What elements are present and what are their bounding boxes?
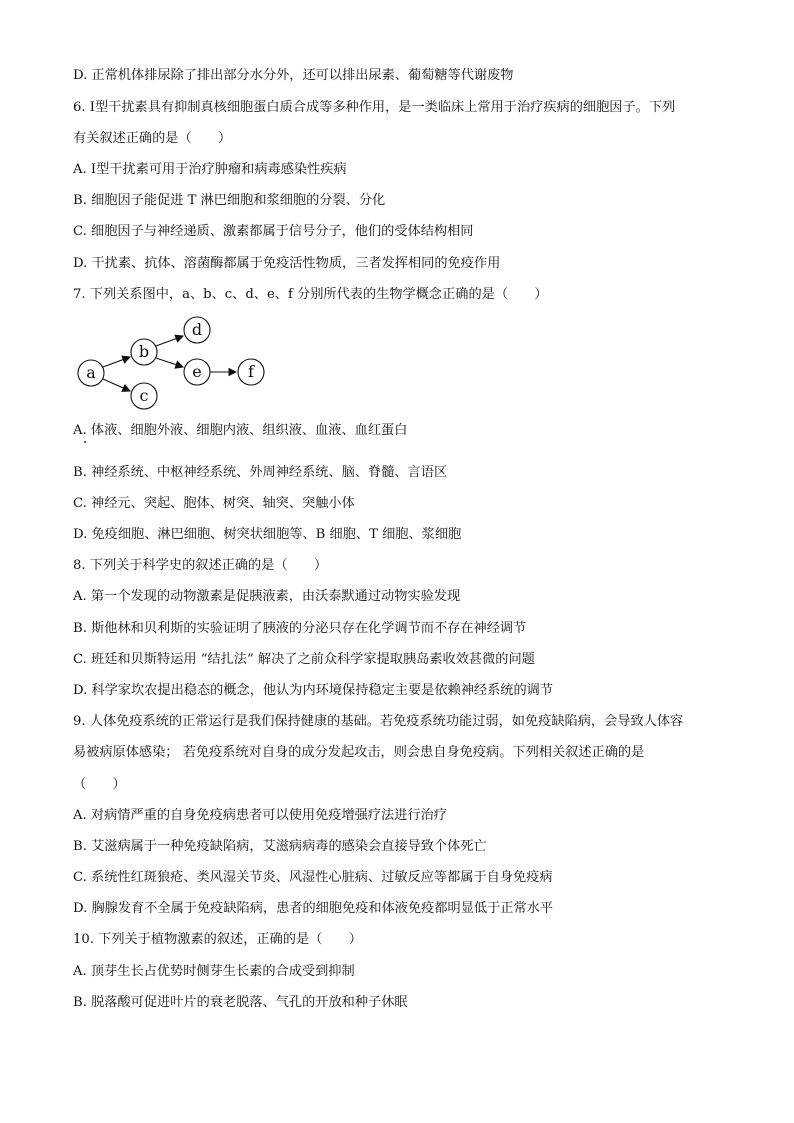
- concept-diagram: [70, 314, 270, 414]
- arrow-b-d: [156, 336, 183, 346]
- arrow-a-c: [103, 379, 130, 391]
- node-d-label: d: [191, 320, 203, 339]
- q8-option-b: B. 斯他林和贝利斯的实验证明了胰液的分泌只存在化学调节而不存在神经调节: [73, 621, 527, 636]
- q7-option-b: B. 神经系统、中枢神经系统、外周神经系统、脑、脊髓、言语区: [73, 465, 448, 480]
- q7-option-d: D. 免疫细胞、淋巴细胞、树突状细胞等、B 细胞、T 细胞、浆细胞: [73, 527, 462, 542]
- node-b-label: b: [138, 342, 150, 361]
- q8-stem: 8. 下列关于科学史的叙述正确的是（ ）: [73, 558, 328, 573]
- node-f-label: f: [248, 362, 254, 381]
- arrow-a-b: [103, 357, 130, 367]
- q5-option-d: D. 正常机体排尿除了排出部分水分外，还可以排出尿素、葡萄糖等代谢废物: [73, 68, 514, 83]
- q6-stem-line2: 有关叙述正确的是（ ）: [73, 131, 232, 146]
- q8-option-c: C. 班廷和贝斯特运用 “结扎法” 解决了之前众科学家提取胰岛素收效甚微的问题: [73, 652, 535, 667]
- q7-option-c: C. 神经元、突起、胞体、树突、轴突、突触小体: [73, 496, 355, 511]
- q8-option-d: D. 科学家坎农提出稳态的概念，他认为内环境保持稳定主要是依赖神经系统的调节: [73, 683, 554, 698]
- q6-option-a: A. Ⅰ型干扰素可用于治疗肿瘤和病毒感染性疾病: [73, 162, 347, 177]
- node-c-label: c: [139, 386, 149, 405]
- node-a-label: a: [86, 363, 96, 382]
- q7-option-a: A. 体液、细胞外液、细胞内液、组织液、血液、血红蛋白: [73, 423, 408, 438]
- stray-dot: [84, 441, 86, 443]
- q6-option-b: B. 细胞因子能促进 T 淋巴细胞和浆细胞的分裂、分化: [73, 193, 386, 208]
- q7-stem: 7. 下列关系图中，a、b、c、d、e、f 分别所代表的生物学概念正确的是（ ）: [73, 287, 548, 302]
- q6-option-c: C. 细胞因子与神经递质、激素都属于信号分子，他们的受体结构相同: [73, 224, 474, 239]
- q8-option-a: A. 第一个发现的动物激素是促胰液素，由沃泰默通过动物实验发现: [73, 589, 461, 604]
- node-e-label: e: [192, 362, 202, 381]
- q10-option-a: A. 顶芽生长占优势时侧芽生长素的合成受到抑制: [73, 964, 355, 979]
- q6-option-d: D. 干扰素、抗体、溶菌酶都属于免疫活性物质，三者发挥相同的免疫作用: [73, 256, 501, 271]
- q10-option-b: B. 脱落酸可促进叶片的衰老脱落、气孔的开放和种子休眠: [73, 995, 408, 1010]
- q10-stem: 10. 下列关于植物激素的叙述，正确的是（ ）: [73, 932, 362, 947]
- q9-option-b: B. 艾滋病属于一种免疫缺陷病，艾滋病病毒的感染会直接导致个体死亡: [73, 839, 487, 854]
- q9-stem-line3: （ ）: [73, 777, 126, 792]
- q9-option-a: A. 对病情严重的自身免疫病患者可以使用免疫增强疗法进行治疗: [73, 808, 447, 823]
- q6-stem-line1: 6. Ⅰ型干扰素具有抑制真核细胞蛋白质合成等多种作用，是一类临床上常用于治疗疾病的细胞因子。下列: [73, 100, 676, 115]
- q9-stem-line2: 易被病原体感染； 若免疫系统对自身的成分发起攻击，则会患自身免疫病。下列相关叙述正确的是: [73, 745, 645, 760]
- arrow-b-e: [156, 358, 183, 367]
- q9-option-d: D. 胸腺发育不全属于免疫缺陷病，患者的细胞免疫和体液免疫都明显低于正常水平: [73, 901, 554, 916]
- q9-stem-line1: 9. 人体免疫系统的正常运行是我们保持健康的基础。若免疫系统功能过弱，如免疫缺陷病，会导致人体容: [73, 714, 684, 729]
- q9-option-c: C. 系统性红斑狼疮、类风湿关节炎、风湿性心脏病、过敏反应等都属于自身免疫病: [73, 870, 553, 885]
